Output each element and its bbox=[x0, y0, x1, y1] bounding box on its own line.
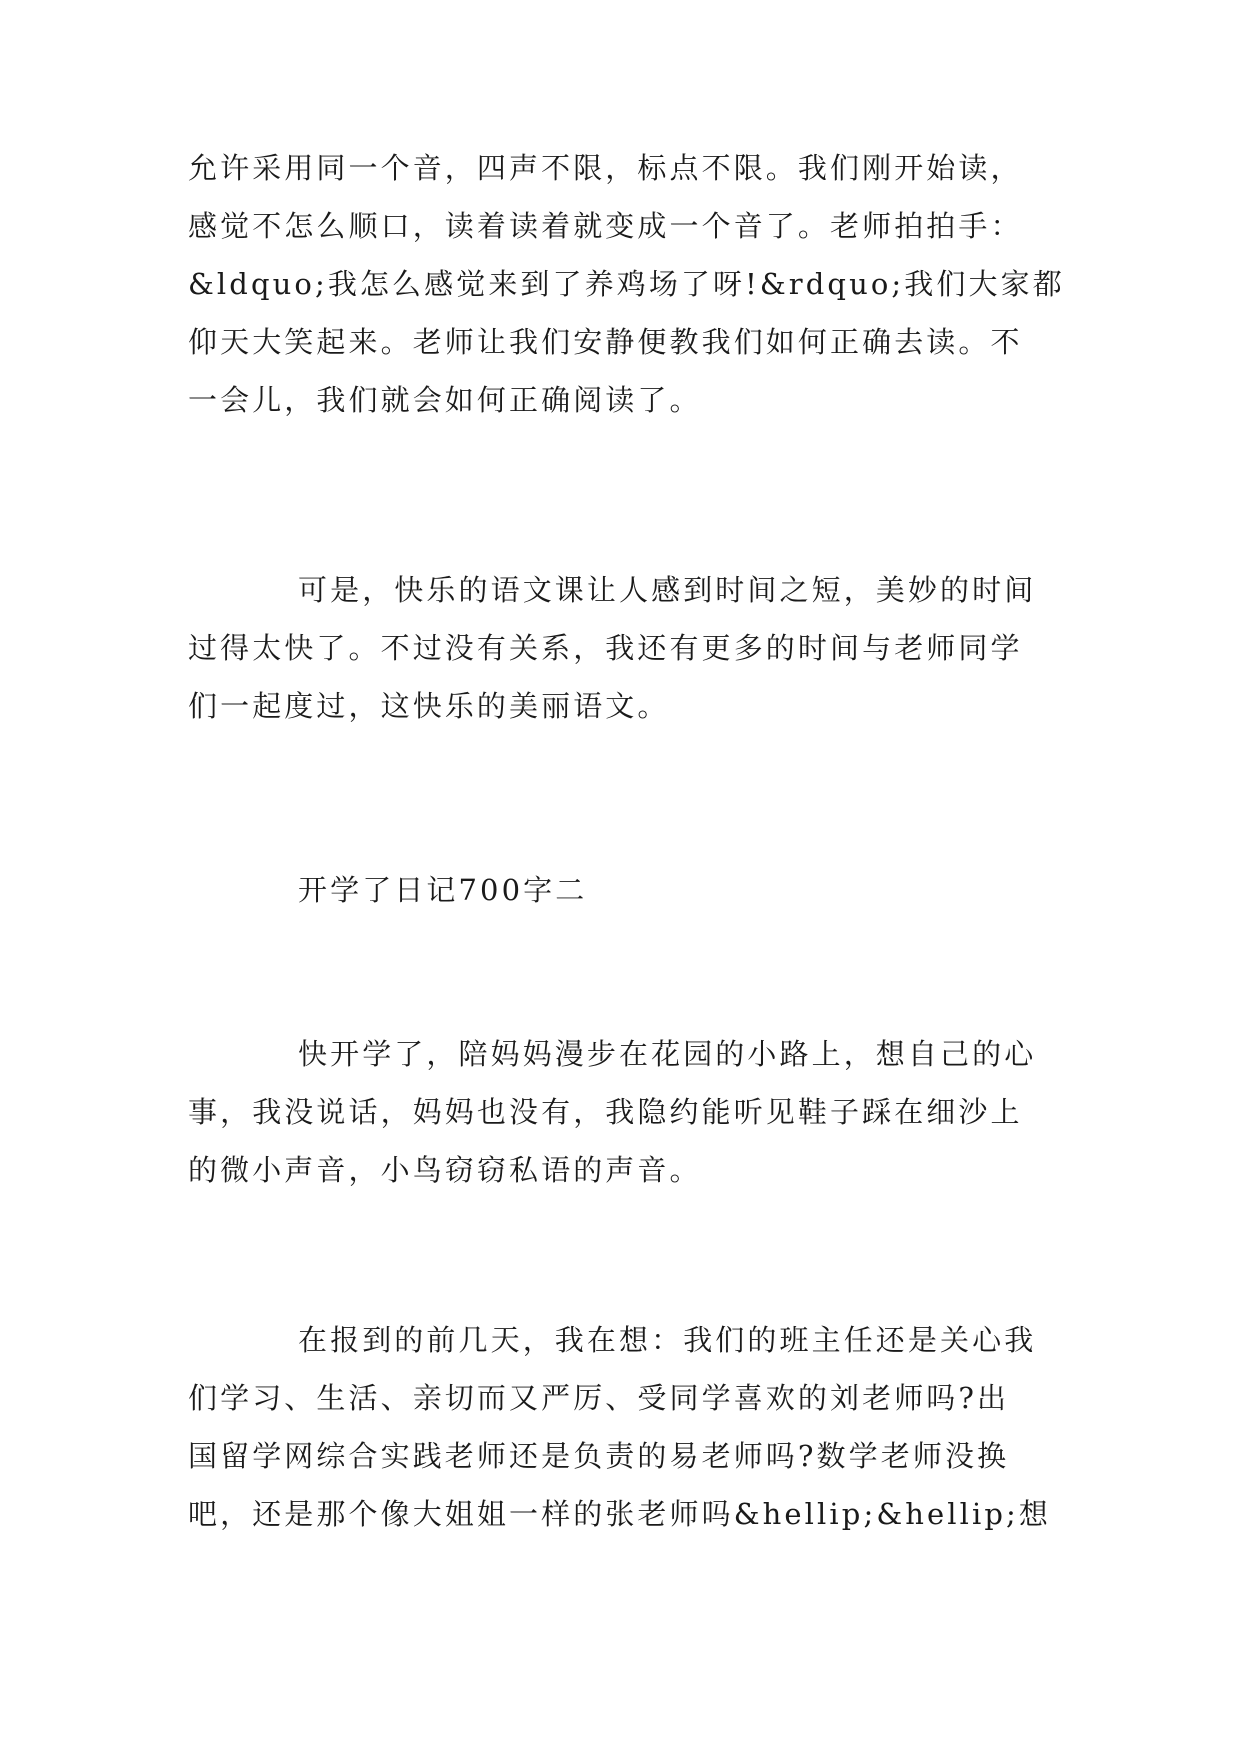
paragraph-3-line-2: 事，我没说话，妈妈也没有，我隐约能听见鞋子踩在细沙上 bbox=[188, 1095, 1023, 1129]
paragraph-2-line-3: 们一起度过，这快乐的美丽语文。 bbox=[188, 689, 670, 723]
paragraph-3-line-3: 的微小声音，小鸟窃窃私语的声音。 bbox=[188, 1153, 702, 1187]
paragraph-1-line-3: &ldquo;我怎么感觉来到了养鸡场了呀!&rdquo;我们大家都 bbox=[188, 267, 1065, 301]
paragraph-2-line-2: 过得太快了。不过没有关系，我还有更多的时间与老师同学 bbox=[188, 631, 1023, 665]
paragraph-2-line-1: 可是，快乐的语文课让人感到时间之短，美妙的时间 bbox=[298, 573, 1037, 607]
section-heading: 开学了日记700字二 bbox=[298, 873, 588, 907]
paragraph-1-line-4: 仰天大笑起来。老师让我们安静便教我们如何正确去读。不 bbox=[188, 325, 1023, 359]
paragraph-4-line-1: 在报到的前几天，我在想：我们的班主任还是关心我 bbox=[298, 1323, 1037, 1357]
paragraph-1-line-5: 一会儿，我们就会如何正确阅读了。 bbox=[188, 383, 702, 417]
paragraph-4-line-3: 国留学网综合实践老师还是负责的易老师吗?数学老师没换 bbox=[188, 1439, 1010, 1473]
paragraph-4-line-4: 吧，还是那个像大姐姐一样的张老师吗&hellip;&hellip;想 bbox=[188, 1497, 1052, 1531]
paragraph-4-line-2: 们学习、生活、亲切而又严厉、受同学喜欢的刘老师吗?出 bbox=[188, 1381, 1010, 1415]
paragraph-3-line-1: 快开学了，陪妈妈漫步在花园的小路上，想自己的心 bbox=[298, 1037, 1037, 1071]
paragraph-1-line-2: 感觉不怎么顺口，读着读着就变成一个音了。老师拍拍手： bbox=[188, 209, 1023, 243]
paragraph-1-line-1: 允许采用同一个音，四声不限，标点不限。我们刚开始读， bbox=[188, 151, 1023, 185]
